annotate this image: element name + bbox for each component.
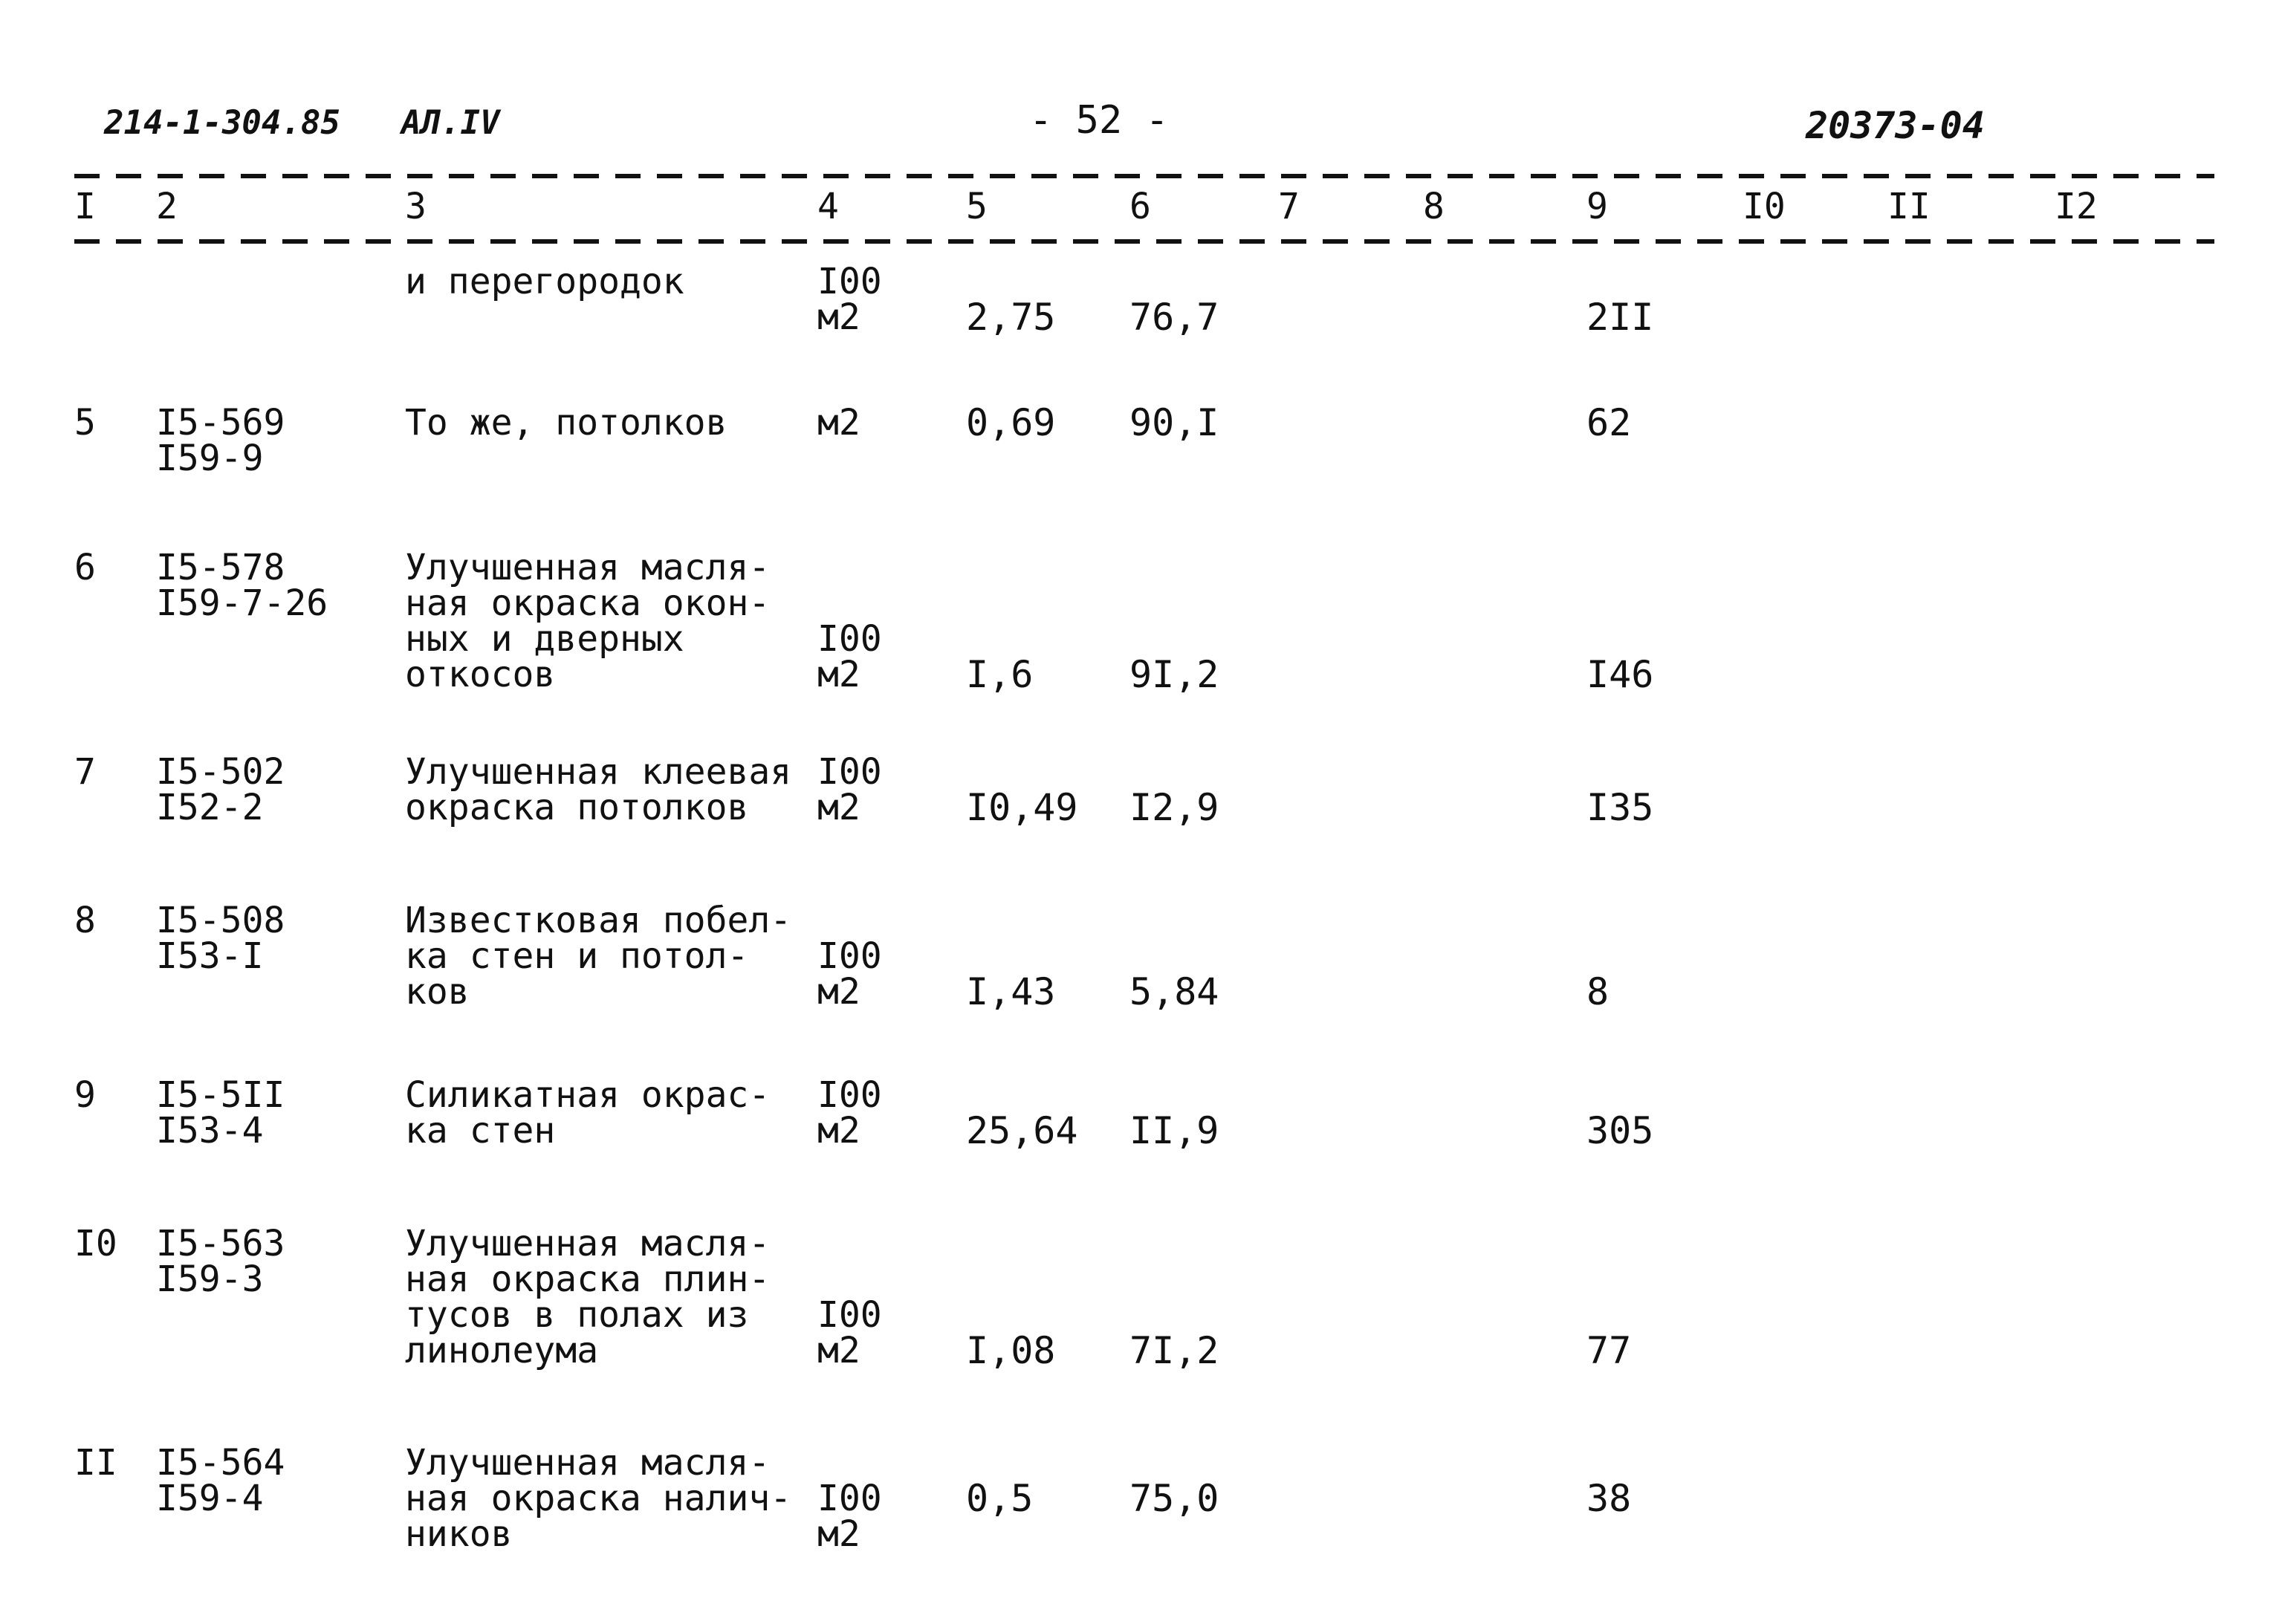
cell-code: I5-508 I53-I — [156, 900, 285, 977]
cell-total: 62 — [1586, 401, 1632, 444]
cell-total: I46 — [1586, 653, 1654, 696]
header-rule-top — [74, 174, 2214, 178]
cell-name: Улучшенная масля- ная окраска окон- ных и дверных откосов — [405, 547, 771, 695]
cell-unit: I00 м2 — [817, 1478, 882, 1555]
column-number-6: 6 — [1129, 186, 1151, 227]
column-number-4: 4 — [817, 186, 839, 227]
column-number-10: I0 — [1743, 186, 1786, 227]
cell-no: 9 — [74, 1074, 96, 1116]
cell-total: 305 — [1586, 1109, 1654, 1152]
page-number: - 52 - — [1029, 98, 1169, 143]
column-number-11: II — [1887, 186, 1931, 227]
cell-code: I5-578 I59-7-26 — [156, 547, 328, 624]
cell-total: I35 — [1586, 786, 1654, 829]
cell-price: I2,9 — [1129, 786, 1219, 829]
cell-price: 76,7 — [1129, 296, 1219, 339]
cell-name: Улучшенная масля- ная окраска плин- тусов в полах из линолеума — [405, 1223, 771, 1371]
cell-total: 38 — [1586, 1477, 1632, 1520]
cell-name: Улучшенная масля- ная окраска налич- ников — [405, 1442, 792, 1555]
cell-qty: I,08 — [966, 1329, 1056, 1372]
column-number-12: I2 — [2055, 186, 2098, 227]
column-number-2: 2 — [156, 186, 178, 227]
cell-price: 9I,2 — [1129, 653, 1219, 696]
cell-no: I0 — [74, 1223, 117, 1264]
cell-qty: 0,69 — [966, 401, 1056, 444]
cell-no: 6 — [74, 547, 96, 588]
cell-no: II — [74, 1442, 117, 1484]
project-code: 214-1-304.85 — [104, 104, 340, 142]
column-number-7: 7 — [1278, 186, 1300, 227]
column-number-3: 3 — [405, 186, 427, 227]
cell-name: Известковая побел- ка стен и потол- ков — [405, 900, 792, 1013]
column-number-8: 8 — [1423, 186, 1445, 227]
cell-qty: 2,75 — [966, 296, 1056, 339]
cell-qty: I0,49 — [966, 786, 1078, 829]
cell-qty: 0,5 — [966, 1477, 1034, 1520]
column-number-9: 9 — [1586, 186, 1608, 227]
column-number-5: 5 — [966, 186, 988, 227]
cell-unit: I00 м2 — [817, 751, 882, 828]
cell-price: 90,I — [1129, 401, 1219, 444]
cell-code: I5-569 I59-9 — [156, 402, 285, 479]
cell-total: 2II — [1586, 296, 1654, 339]
cell-no: 5 — [74, 402, 96, 444]
cell-code: I5-5II I53-4 — [156, 1074, 285, 1152]
cell-unit: I00 м2 — [817, 1074, 882, 1152]
cell-qty: 25,64 — [966, 1109, 1078, 1152]
cell-name: То же, потолков — [405, 402, 727, 444]
cell-unit: м2 — [817, 402, 860, 444]
cell-price: 7I,2 — [1129, 1329, 1219, 1372]
cell-price: 5,84 — [1129, 970, 1219, 1013]
cell-qty: I,6 — [966, 653, 1034, 696]
cell-unit: I00 м2 — [817, 261, 882, 338]
cell-name: Силикатная окрас- ка стен — [405, 1074, 771, 1152]
cell-qty: I,43 — [966, 970, 1056, 1013]
cell-name: Улучшенная клеевая окраска потолков — [405, 751, 792, 828]
cell-code: I5-564 I59-4 — [156, 1442, 285, 1519]
cell-code: I5-563 I59-3 — [156, 1223, 285, 1300]
cell-price: II,9 — [1129, 1109, 1219, 1152]
cell-total: 8 — [1586, 970, 1610, 1013]
cell-total: 77 — [1586, 1329, 1632, 1372]
cell-unit: I00 м2 — [817, 618, 882, 695]
header-rule-bottom — [74, 239, 2214, 244]
cell-no: 7 — [74, 751, 96, 793]
cell-price: 75,0 — [1129, 1477, 1219, 1520]
album-label: АЛ.IV — [401, 104, 500, 142]
document-id: 20373-04 — [1806, 104, 1985, 147]
cell-unit: I00 м2 — [817, 1294, 882, 1371]
cell-code: I5-502 I52-2 — [156, 751, 285, 828]
column-number-1: I — [74, 186, 96, 227]
cell-no: 8 — [74, 900, 96, 941]
cell-unit: I00 м2 — [817, 935, 882, 1013]
cell-name: и перегородок — [405, 261, 684, 302]
